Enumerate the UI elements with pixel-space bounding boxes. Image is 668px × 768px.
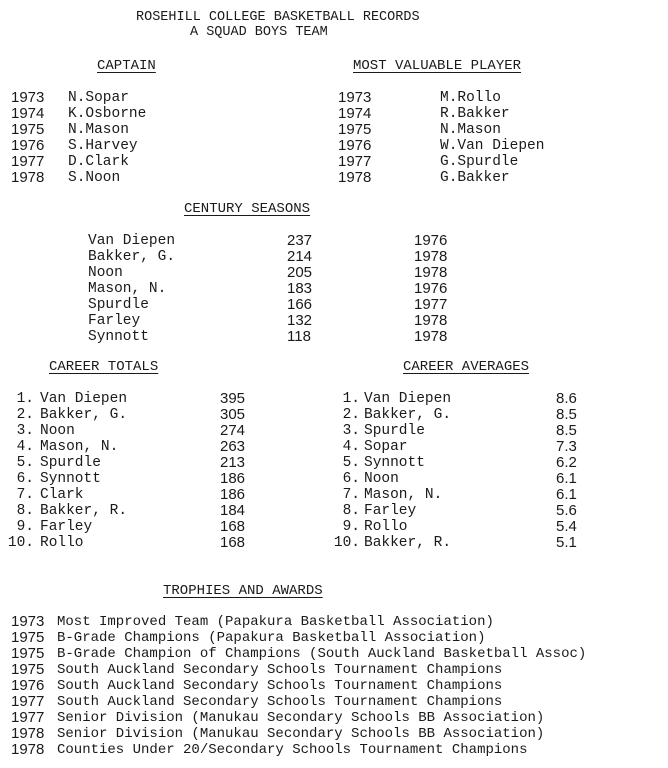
career-averages-value: 7.3 (556, 438, 577, 455)
century-player-name: Farley (88, 313, 141, 329)
career-averages-value: 6.1 (556, 470, 577, 487)
century-points: 183 (287, 280, 313, 297)
century-year: 1978 (414, 264, 448, 281)
career-averages-value: 8.6 (556, 390, 577, 407)
century-seasons-heading: CENTURY SEASONS (184, 201, 311, 217)
captain-name: N.Sopar (68, 90, 129, 106)
captain-name: N.Mason (68, 122, 129, 138)
mvp-name: G.Bakker (440, 170, 510, 186)
career-averages-value: 6.2 (556, 454, 577, 471)
career-totals-name: Farley (40, 519, 93, 535)
career-averages-name: Mason, N. (364, 487, 443, 503)
trophy-year: 1975 (11, 661, 45, 678)
career-averages-name: Sopar (364, 439, 408, 455)
century-points: 205 (287, 264, 313, 281)
page-title: ROSEHILL COLLEGE BASKETBALL RECORDS (136, 10, 420, 25)
career-averages-name: Spurdle (364, 423, 425, 439)
captain-year: 1974 (11, 105, 45, 122)
century-year: 1976 (414, 232, 448, 249)
century-player-name: Van Diepen (88, 233, 176, 249)
trophy-description: South Auckland Secondary Schools Tournament Champions (57, 694, 503, 710)
career-totals-rank: 5. (16, 455, 34, 471)
trophy-year: 1977 (11, 693, 45, 710)
career-averages-name: Van Diepen (364, 391, 452, 407)
career-totals-name: Mason, N. (40, 439, 119, 455)
century-year: 1978 (414, 312, 448, 329)
career-averages-rank: 6. (342, 471, 360, 487)
trophy-description: South Auckland Secondary Schools Tournament Champions (57, 678, 503, 694)
captain-name: K.Osborne (68, 106, 147, 122)
century-year: 1978 (414, 248, 448, 265)
career-totals-points: 395 (220, 390, 246, 407)
mvp-year: 1976 (338, 137, 372, 154)
century-player-name: Mason, N. (88, 281, 167, 297)
career-totals-rank: 6. (16, 471, 34, 487)
career-averages-rank: 7. (342, 487, 360, 503)
career-totals-heading: CAREER TOTALS (49, 359, 159, 375)
century-year: 1978 (414, 328, 448, 345)
mvp-name: R.Bakker (440, 106, 510, 122)
career-totals-rank: 10. (7, 535, 34, 551)
century-player-name: Noon (88, 265, 123, 281)
captain-year: 1977 (11, 153, 45, 170)
career-totals-name: Synnott (40, 471, 101, 487)
career-averages-value: 6.1 (556, 486, 577, 503)
career-totals-rank: 7. (16, 487, 34, 503)
trophy-year: 1978 (11, 741, 45, 758)
career-totals-rank: 1. (16, 391, 34, 407)
career-averages-rank: 10. (333, 535, 360, 551)
career-averages-name: Bakker, G. (364, 407, 452, 423)
career-averages-name: Noon (364, 471, 399, 487)
century-player-name: Synnott (88, 329, 149, 345)
career-totals-name: Van Diepen (40, 391, 128, 407)
mvp-name: M.Rollo (440, 90, 501, 106)
career-averages-name: Bakker, R. (364, 535, 452, 551)
century-points: 237 (287, 232, 313, 249)
career-totals-points: 168 (220, 518, 246, 535)
trophy-description: B-Grade Champion of Champions (South Auckland Basketball Assoc) (57, 646, 587, 662)
trophy-description: South Auckland Secondary Schools Tournament Champions (57, 662, 503, 678)
career-totals-points: 186 (220, 486, 246, 503)
mvp-year: 1975 (338, 121, 372, 138)
career-totals-name: Bakker, R. (40, 503, 128, 519)
career-totals-points: 186 (220, 470, 246, 487)
career-averages-name: Farley (364, 503, 417, 519)
trophy-year: 1977 (11, 709, 45, 726)
career-averages-rank: 2. (342, 407, 360, 423)
century-points: 132 (287, 312, 313, 329)
captain-year: 1978 (11, 169, 45, 186)
trophies-heading: TROPHIES AND AWARDS (163, 583, 323, 599)
career-totals-name: Rollo (40, 535, 84, 551)
captain-name: S.Harvey (68, 138, 138, 154)
career-averages-rank: 3. (342, 423, 360, 439)
trophy-description: Senior Division (Manukau Secondary Schools BB Association) (57, 710, 545, 726)
career-totals-points: 274 (220, 422, 246, 439)
career-averages-rank: 8. (342, 503, 360, 519)
career-totals-name: Spurdle (40, 455, 101, 471)
mvp-name: G.Spurdle (440, 154, 519, 170)
career-averages-heading: CAREER AVERAGES (403, 359, 530, 375)
career-totals-rank: 4. (16, 439, 34, 455)
career-totals-points: 263 (220, 438, 246, 455)
career-totals-points: 168 (220, 534, 246, 551)
career-totals-points: 305 (220, 406, 246, 423)
career-averages-value: 8.5 (556, 406, 577, 423)
career-totals-rank: 3. (16, 423, 34, 439)
mvp-name: N.Mason (440, 122, 501, 138)
trophy-year: 1975 (11, 629, 45, 646)
trophy-description: B-Grade Champions (Papakura Basketball Association) (57, 630, 486, 646)
career-averages-value: 5.4 (556, 518, 577, 535)
career-averages-name: Synnott (364, 455, 425, 471)
trophy-year: 1975 (11, 645, 45, 662)
career-averages-value: 8.5 (556, 422, 577, 439)
captain-year: 1973 (11, 89, 45, 106)
mvp-year: 1977 (338, 153, 372, 170)
career-averages-name: Rollo (364, 519, 408, 535)
trophy-description: Senior Division (Manukau Secondary Schools BB Association) (57, 726, 545, 742)
career-averages-rank: 4. (342, 439, 360, 455)
career-averages-rank: 1. (342, 391, 360, 407)
career-totals-name: Bakker, G. (40, 407, 128, 423)
career-averages-value: 5.6 (556, 502, 577, 519)
trophy-year: 1973 (11, 613, 45, 630)
captain-heading: CAPTAIN (97, 58, 156, 74)
mvp-year: 1973 (338, 89, 372, 106)
captain-year: 1976 (11, 137, 45, 154)
trophy-year: 1978 (11, 725, 45, 742)
career-totals-points: 184 (220, 502, 246, 519)
mvp-name: W.Van Diepen (440, 138, 545, 154)
captain-year: 1975 (11, 121, 45, 138)
career-totals-rank: 2. (16, 407, 34, 423)
century-points: 214 (287, 248, 313, 265)
career-averages-rank: 5. (342, 455, 360, 471)
career-totals-points: 213 (220, 454, 246, 471)
career-totals-rank: 8. (16, 503, 34, 519)
career-totals-name: Noon (40, 423, 75, 439)
career-averages-value: 5.1 (556, 534, 577, 551)
career-averages-rank: 9. (342, 519, 360, 535)
century-points: 166 (287, 296, 313, 313)
century-year: 1976 (414, 280, 448, 297)
trophy-description: Most Improved Team (Papakura Basketball Association) (57, 614, 494, 630)
century-player-name: Spurdle (88, 297, 149, 313)
century-player-name: Bakker, G. (88, 249, 176, 265)
career-totals-name: Clark (40, 487, 84, 503)
mvp-heading: MOST VALUABLE PLAYER (353, 58, 522, 74)
page-subtitle: A SQUAD BOYS TEAM (190, 25, 328, 40)
mvp-year: 1974 (338, 105, 372, 122)
mvp-year: 1978 (338, 169, 372, 186)
century-points: 118 (287, 328, 311, 345)
captain-name: D.Clark (68, 154, 129, 170)
career-totals-rank: 9. (16, 519, 34, 535)
trophy-description: Counties Under 20/Secondary Schools Tournament Champions (57, 742, 528, 758)
trophy-year: 1976 (11, 677, 45, 694)
century-year: 1977 (414, 296, 448, 313)
captain-name: S.Noon (68, 170, 121, 186)
